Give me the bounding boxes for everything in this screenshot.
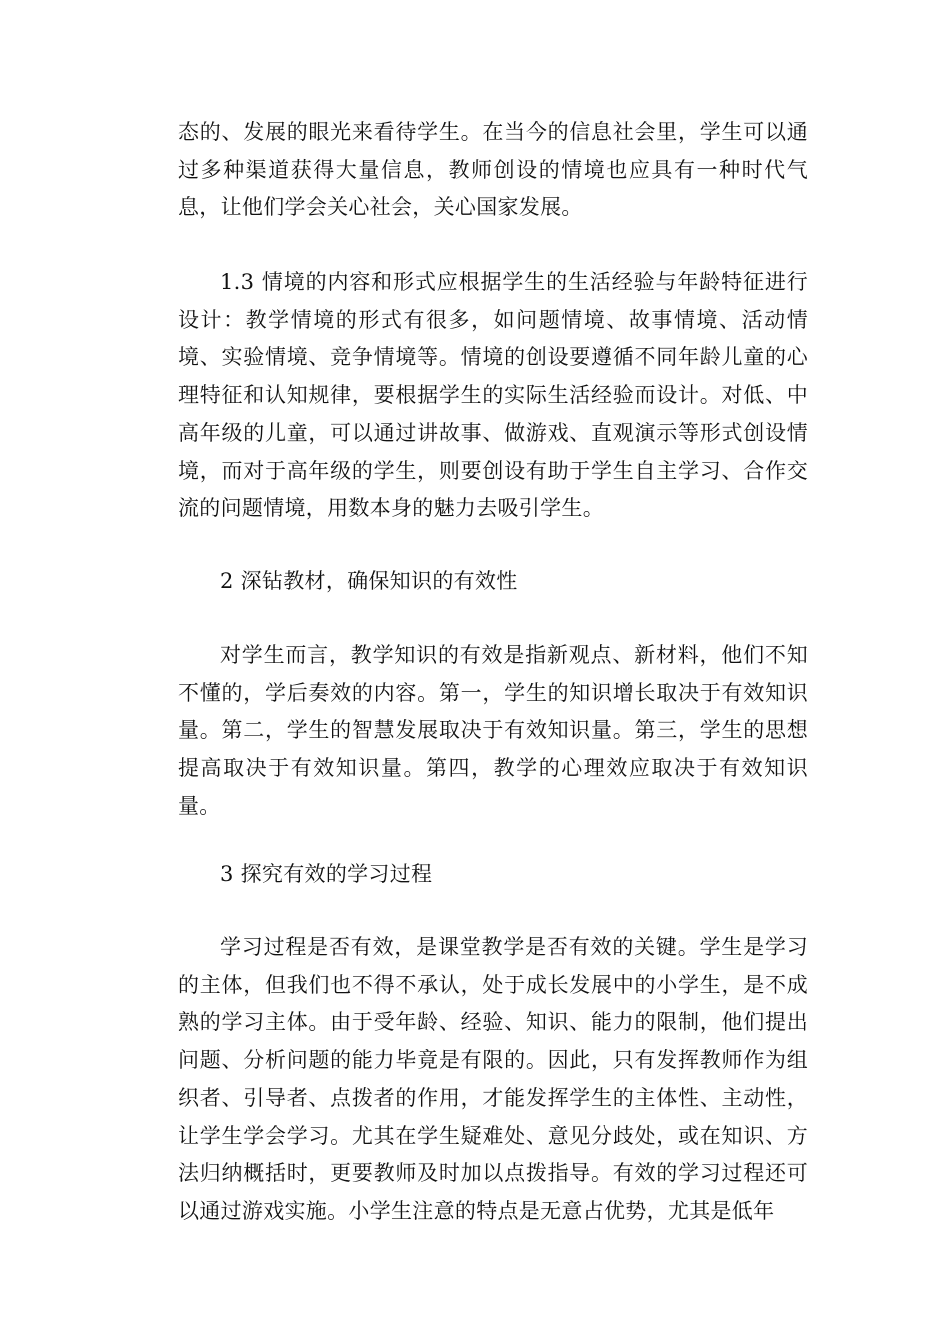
paragraph-continuation: 态的、发展的眼光来看待学生。在当今的信息社会里，学生可以通过多种渠道获得大量信息，教师创设的情境也应具有一种时代气息，让他们学会关心社会，关心国家发展。 bbox=[178, 120, 808, 220]
paragraph-section-1-3: 1.3 情境的内容和形式应根据学生的生活经验与年龄特征进行设计：教学情境的形式有很多，如问题情境、故事情境、活动情境、实验情境、竞争情境等。情境的创设要遵循不同年龄儿童的心理特征和认知规律，要根据学生的实际生活经验而设计。对低、中高年级的儿童，可以通过讲故事、做游戏、直观演示等形式创设情境，而对于高年级的学生，则要创设有助于学生自主学习、合作交流的问题情境，用数本身的魅力去吸引学生。 bbox=[178, 270, 808, 521]
section-heading-3: 3 探究有效的学习过程 bbox=[220, 862, 433, 886]
paragraph-section-2: 对学生而言，教学知识的有效是指新观点、新材料，他们不知不懂的，学后奏效的内容。第一，学生的知识增长取决于有效知识量。第二，学生的智慧发展取决于有效知识量。第三，学生的思想提高取决于有效知识量。第四，教学的心理效应取决于有效知识量。 bbox=[178, 643, 808, 818]
section-heading-2: 2 深钻教材，确保知识的有效性 bbox=[220, 569, 518, 593]
paragraph-section-3: 学习过程是否有效，是课堂教学是否有效的关键。学生是学习的主体，但我们也不得不承认，处于成长发展中的小学生，是不成熟的学习主体。由于受年龄、经验、知识、能力的限制，他们提出问题、分析问题的能力毕竟是有限的。因此，只有发挥教师作为组织者、引导者、点拨者的作用，才能发挥学生的主体性、主动性，让学生学会学习。尤其在学生疑难处、意见分歧处，或在知识、方法归纳概括时，更要教师及时加以点拨指导。有效的学习过程还可以通过游戏实施。小学生注意的特点是无意占优势，尤其是低年 bbox=[178, 935, 808, 1223]
